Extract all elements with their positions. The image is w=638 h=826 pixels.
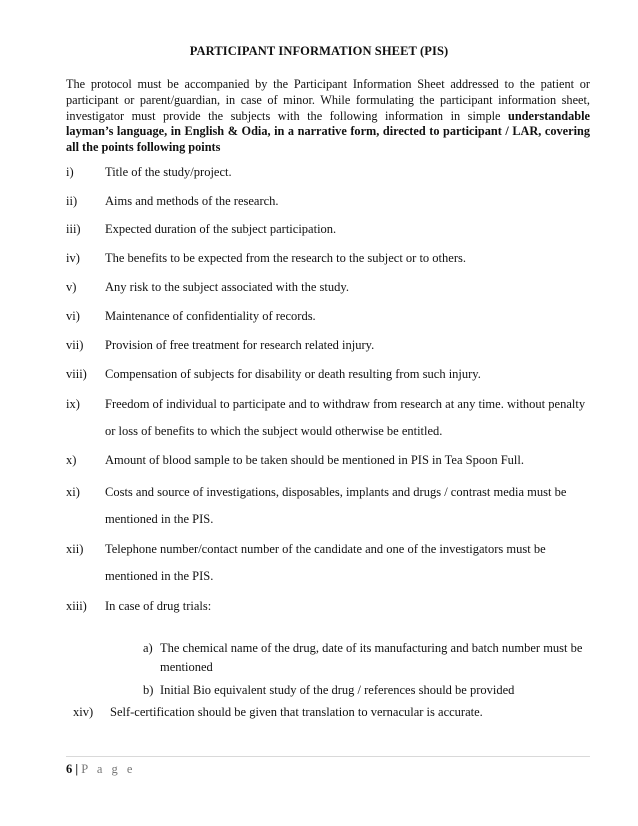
page-number: 6 bbox=[66, 762, 73, 776]
list-item-text: Telephone number/contact number of the candidate and one of the investigators must be bbox=[105, 542, 546, 556]
list-item-number: ii) bbox=[66, 194, 78, 208]
list-item-number: v) bbox=[66, 280, 77, 294]
list-item-number: vii) bbox=[66, 338, 84, 352]
intro-paragraph bbox=[66, 77, 590, 156]
intro-regular-text: The protocol must be accompanied by the Participant Information Sheet addressed to the patient or participant or parent/guardian, in case of minor. While formulating the participant information sheet, investigator must provide the subjects with the following information in simple bbox=[66, 77, 590, 123]
list-item-number: viii) bbox=[66, 367, 87, 381]
list-item-number: xiii) bbox=[66, 599, 87, 613]
list-item-text: Self-certification should be given that translation to vernacular is accurate. bbox=[110, 705, 483, 719]
list-item-text: In case of drug trials: bbox=[105, 599, 212, 613]
page-title: PARTICIPANT INFORMATION SHEET (PIS) bbox=[189, 44, 449, 58]
list-item-number: iii) bbox=[66, 222, 81, 236]
list-item-text: Costs and source of investigations, disposables, implants and drugs / contrast media must be bbox=[105, 485, 567, 499]
sub-list-item-continuation: mentioned bbox=[160, 660, 213, 674]
list-item-number: xii) bbox=[66, 542, 84, 556]
list-item-text: Compensation of subjects for disability or death resulting from such injury. bbox=[105, 367, 481, 381]
list-item-number: xiv) bbox=[73, 705, 94, 719]
list-item-continuation: mentioned in the PIS. bbox=[105, 569, 214, 583]
list-item-text: Any risk to the subject associated with the study. bbox=[105, 280, 349, 294]
page-footer bbox=[66, 762, 135, 777]
list-item-text: Title of the study/project. bbox=[105, 165, 232, 179]
list-item-continuation: mentioned in the PIS. bbox=[105, 512, 214, 526]
list-item-number: i) bbox=[66, 165, 74, 179]
sub-list-item-text: The chemical name of the drug, date of its manufacturing and batch number must be bbox=[160, 641, 583, 655]
page-label: P a g e bbox=[81, 762, 136, 776]
list-item-text: Maintenance of confidentiality of records. bbox=[105, 309, 316, 323]
list-item-text: Amount of blood sample to be taken should be mentioned in PIS in Tea Spoon Full. bbox=[105, 453, 525, 467]
list-item-continuation: or loss of benefits to which the subject would otherwise be entitled. bbox=[105, 424, 443, 438]
list-item-number: iv) bbox=[66, 251, 80, 265]
sub-list-item-letter: a) bbox=[143, 641, 153, 655]
list-item-text: Provision of free treatment for research related injury. bbox=[105, 338, 375, 352]
sub-list-item-text: Initial Bio equivalent study of the drug / references should be provided bbox=[160, 683, 515, 697]
intro-bold-text: understandable layman’s language, in English & Odia, in a narrative form, directed to participant / LAR, covering all the points following points bbox=[66, 108, 590, 155]
list-item-text: Aims and methods of the research. bbox=[105, 194, 279, 208]
list-item-number: ix) bbox=[66, 397, 80, 411]
list-item-text: Freedom of individual to participate and to withdraw from research at any time. without penalty bbox=[105, 397, 586, 411]
list-item-number: xi) bbox=[66, 485, 80, 499]
sub-list-item-letter: b) bbox=[143, 683, 154, 697]
list-item-text: The benefits to be expected from the research to the subject or to others. bbox=[105, 251, 466, 265]
footer-divider bbox=[66, 756, 590, 757]
list-item-number: x) bbox=[66, 453, 77, 467]
footer-separator: | bbox=[75, 762, 79, 776]
list-item-number: vi) bbox=[66, 309, 80, 323]
list-item-text: Expected duration of the subject participation. bbox=[105, 222, 337, 236]
